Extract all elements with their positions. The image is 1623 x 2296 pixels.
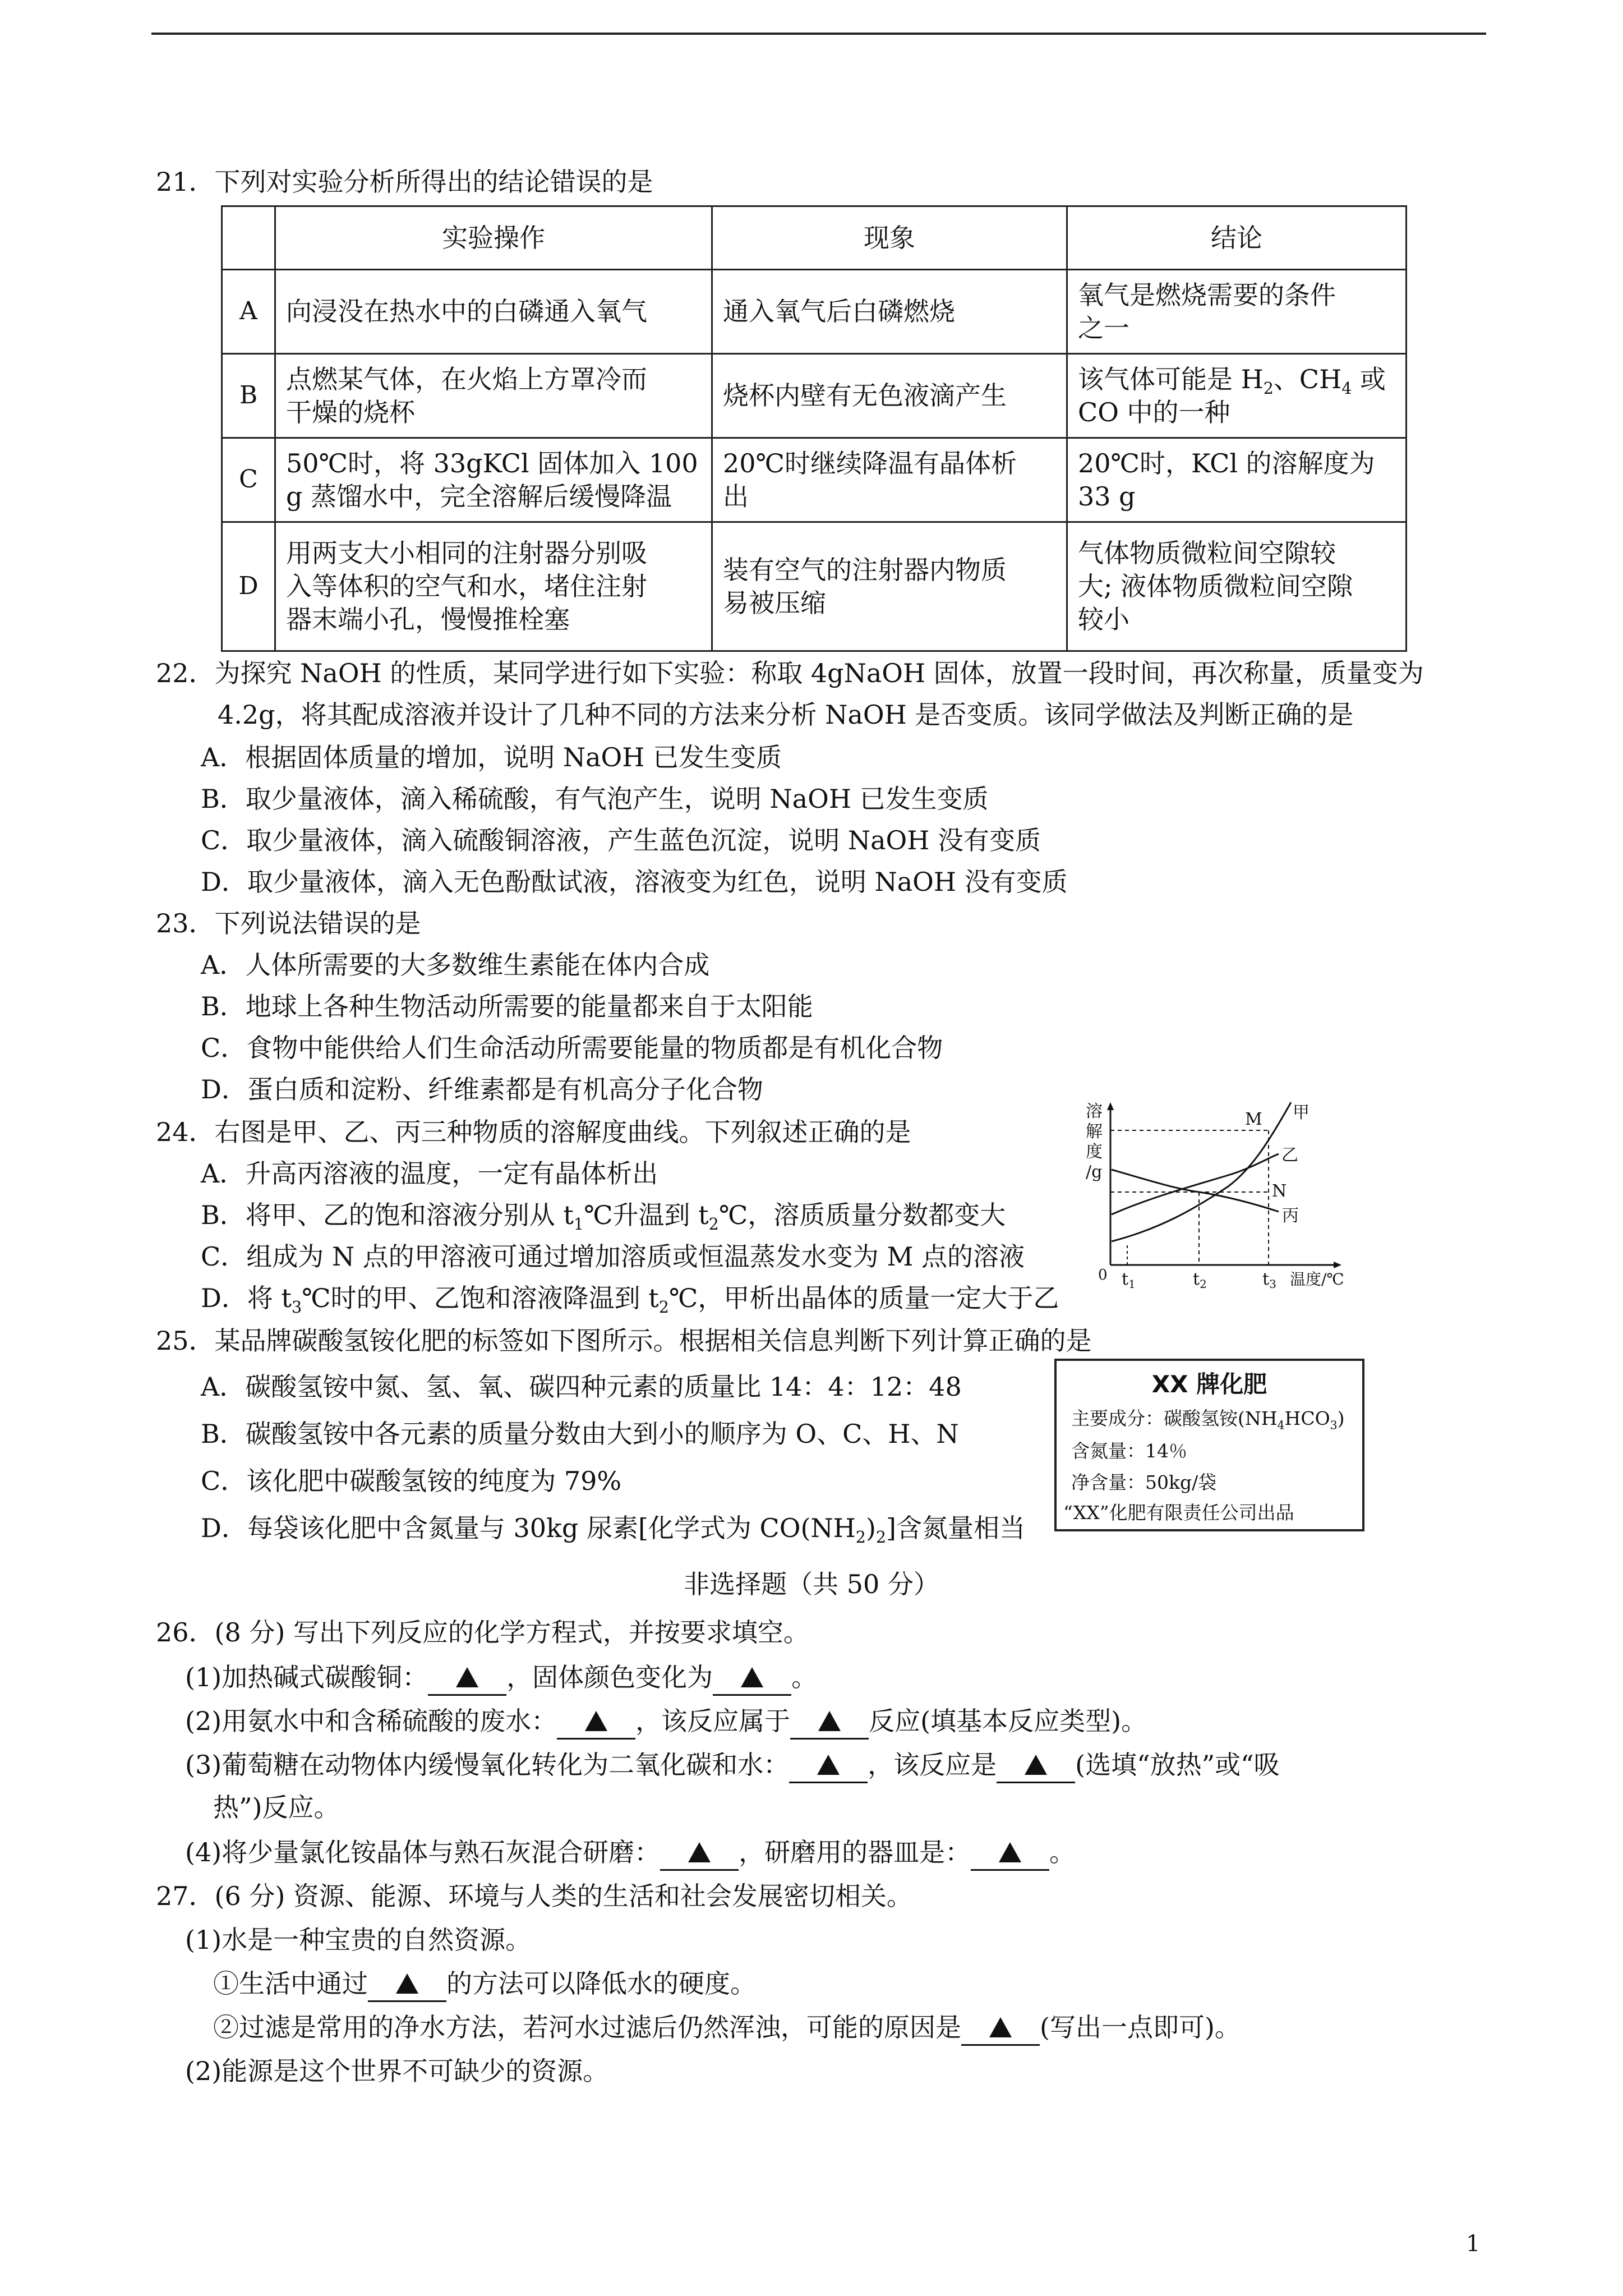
table-row-d	[222, 522, 1407, 651]
graph-point-m: M	[1245, 1110, 1262, 1129]
triangle-icon	[817, 1755, 840, 1775]
table-row-b	[222, 354, 1407, 438]
q22-option-c: C．取少量液体，滴入硫酸铜溶液，产生蓝色沉淀，说明 NaOH 没有变质	[201, 825, 1041, 855]
row-conclusion: 气体物质微粒间空隙较 大; 液体物质微粒间空隙 较小	[1067, 522, 1407, 651]
graph-ylabel-3: 度	[1086, 1142, 1103, 1162]
triangle-icon	[818, 1711, 841, 1731]
q26-part-1: (1)加热碱式碳酸铜： ，固体颜色变化为 。	[185, 1662, 817, 1696]
row-label: D	[222, 522, 275, 651]
q22-stem-1: 22．为探究 NaOH 的性质，某同学进行如下实验：称取 4gNaOH 固体，放置一段时间，再次称量，质量变为	[156, 658, 1424, 688]
q23-option-b: B．地球上各种生物活动所需要的能量都来自于太阳能	[201, 991, 813, 1022]
q25-stem: 25．某品牌碳酸氢铵化肥的标签如下图所示。根据相关信息判断下列计算正确的是	[156, 1326, 1092, 1356]
row-operation: 向浸没在热水中的白磷通入氧气	[275, 270, 712, 354]
fertilizer-label-net-weight: 净含量：50kg/袋	[1071, 1471, 1217, 1493]
triangle-icon	[741, 1667, 763, 1687]
triangle-icon	[999, 1842, 1021, 1862]
table-header-phenomenon: 现象	[712, 206, 1067, 270]
graph-origin: 0	[1098, 1267, 1108, 1283]
q23-option-d: D．蛋白质和淀粉、纤维素都是有机高分子化合物	[201, 1074, 763, 1105]
graph-ylabel-2: 解	[1086, 1122, 1103, 1142]
q22-option-a: A．根据固体质量的增加，说明 NaOH 已发生变质	[201, 742, 782, 772]
triangle-icon	[396, 1973, 418, 1994]
row-conclusion: 该气体可能是 $H_2$、$CH_4$ 或 CO 中的一种	[1067, 354, 1407, 438]
curve-bing	[1112, 1170, 1279, 1212]
graph-label-yi: 乙	[1281, 1145, 1298, 1165]
answer-blank[interactable]	[971, 1837, 1049, 1871]
table-header-row	[222, 206, 1407, 270]
fertilizer-label-ingredient: 主要成分：碳酸氢铵$(NH_4HCO_3)$	[1071, 1407, 1345, 1432]
graph-x-arrow	[1334, 1262, 1341, 1268]
answer-blank[interactable]	[368, 1968, 446, 2002]
q24-option-d: D．将 $t_3℃$时的甲、乙饱和溶液降温到 $t_2℃$，甲析出晶体的质量一定大于乙	[201, 1283, 1059, 1317]
q24-option-a: A．升高丙溶液的温度，一定有晶体析出	[201, 1158, 658, 1189]
row-conclusion: 氧气是燃烧需要的条件 之一	[1067, 270, 1407, 354]
row-operation: 用两支大小相同的注射器分别吸 入等体积的空气和水，堵住注射 器末端小孔，慢慢推栓塞	[275, 522, 712, 651]
row-label: B	[222, 354, 275, 438]
q26-part-4: (4)将少量氯化铵晶体与熟石灰混合研磨： ，研磨用的器皿是： 。	[185, 1837, 1075, 1871]
q24-option-c: C．组成为 N 点的甲溶液可通过增加溶质或恒温蒸发水变为 M 点的溶液	[201, 1241, 1025, 1272]
fertilizer-label-nitrogen: 含氮量：14％	[1071, 1440, 1187, 1462]
curve-yi	[1112, 1154, 1279, 1214]
answer-blank[interactable]	[790, 1705, 869, 1740]
curve-jia	[1112, 1102, 1291, 1241]
table-header-operation: 实验操作	[275, 206, 712, 270]
q26-stem: 26．(8 分) 写出下列反应的化学方程式，并按要求填空。	[156, 1617, 809, 1648]
triangle-icon	[1025, 1755, 1047, 1775]
experiment-table	[221, 205, 1407, 652]
table-row-c	[222, 438, 1407, 522]
graph-tick-t3: $t_3$	[1262, 1269, 1276, 1291]
graph-y-arrow	[1107, 1102, 1114, 1110]
q27-part-1-1: ①生活中通过 的方法可以降低水的硬度。	[213, 1968, 756, 2002]
row-label: C	[222, 438, 275, 522]
table-header-conclusion: 结论	[1067, 206, 1407, 270]
graph-tick-t2: $t_2$	[1193, 1269, 1207, 1291]
answer-blank[interactable]	[961, 2012, 1040, 2046]
graph-point-n: N	[1272, 1181, 1287, 1201]
graph-xlabel: 温度/℃	[1290, 1270, 1344, 1289]
q23-option-a: A．人体所需要的大多数维生素能在体内合成	[201, 950, 710, 980]
graph-label-jia: 甲	[1293, 1103, 1310, 1122]
q25-option-d: D．每袋该化肥中含氮量与 30kg 尿素[化学式为 $CO(NH_2)_2$]含氮量相当	[201, 1513, 1025, 1547]
q26-part-2: (2)用氨水中和含稀硫酸的废水： ，该反应属于 反应(填基本反应类型)。	[185, 1705, 1147, 1740]
triangle-icon	[585, 1711, 607, 1731]
row-phenomenon: 烧杯内壁有无色液滴产生	[712, 354, 1067, 438]
answer-blank[interactable]	[557, 1705, 635, 1740]
q24-stem: 24．右图是甲、乙、丙三种物质的溶解度曲线。下列叙述正确的是	[156, 1117, 911, 1147]
q25-option-b: B．碳酸氢铵中各元素的质量分数由大到小的顺序为 O、C、H、N	[201, 1419, 959, 1449]
q22-option-b: B．取少量液体，滴入稀硫酸，有气泡产生，说明 NaOH 已发生变质	[201, 784, 989, 814]
triangle-icon	[456, 1667, 478, 1687]
graph-label-bing: 丙	[1282, 1206, 1299, 1226]
answer-blank[interactable]	[997, 1749, 1075, 1783]
q25-option-a: A．碳酸氢铵中氮、氢、氧、碳四种元素的质量比 14：4：12：48	[201, 1372, 962, 1402]
table-row-a	[222, 270, 1407, 354]
graph-ylabel-1: 溶	[1086, 1102, 1103, 1121]
answer-blank[interactable]	[428, 1662, 506, 1696]
triangle-icon	[989, 2017, 1012, 2037]
section-title: 非选择题（共 50 分）	[684, 1569, 939, 1599]
q27-stem: 27．(6 分) 资源、能源、环境与人类的生活和社会发展密切相关。	[156, 1881, 912, 1911]
solubility-curve-figure	[1082, 1102, 1346, 1301]
q23-stem: 23．下列说法错误的是	[156, 908, 421, 938]
fertilizer-label	[1054, 1359, 1364, 1531]
fertilizer-label-title: XX 牌化肥	[1151, 1370, 1267, 1398]
row-operation: 50℃时，将 33gKCl 固体加入 100 g 蒸馏水中，完全溶解后缓慢降温	[275, 438, 712, 522]
q24-option-b: B．将甲、乙的饱和溶液分别从 $t_1℃$升温到 $t_2℃$，溶质质量分数都变大	[201, 1200, 1006, 1234]
row-operation: 点燃某气体，在火焰上方罩冷而 干燥的烧杯	[275, 354, 712, 438]
page-number: 1	[1466, 2231, 1481, 2257]
answer-blank[interactable]	[660, 1837, 739, 1871]
q21-stem: 21．下列对实验分析所得出的结论错误的是	[156, 167, 653, 197]
row-phenomenon: 通入氧气后白磷燃烧	[712, 270, 1067, 354]
row-phenomenon: 20℃时继续降温有晶体析 出	[712, 438, 1067, 522]
q23-option-c: C．食物中能供给人们生命活动所需要能量的物质都是有机化合物	[201, 1033, 943, 1063]
header-rule	[151, 33, 1486, 35]
q25-option-c: C．该化肥中碳酸氢铵的纯度为 79%	[201, 1466, 622, 1496]
row-phenomenon: 装有空气的注射器内物质 易被压缩	[712, 522, 1067, 651]
q27-part-1: (1)水是一种宝贵的自然资源。	[185, 1925, 532, 1955]
q26-part-3-cont: 热”)反应。	[213, 1792, 340, 1823]
q22-stem-2: 4.2g，将其配成溶液并设计了几种不同的方法来分析 NaOH 是否变质。该同学做法及判断正确的是	[218, 700, 1354, 730]
row-label: A	[222, 270, 275, 354]
q27-part-2: (2)能源是这个世界不可缺少的资源。	[185, 2056, 609, 2086]
answer-blank[interactable]	[713, 1662, 791, 1696]
triangle-icon	[688, 1842, 711, 1862]
row-conclusion: 20℃时，KCl 的溶解度为 33 g	[1067, 438, 1407, 522]
q26-part-3: (3)葡萄糖在动物体内缓慢氧化转化为二氧化碳和水： ，该反应是 (选填“放热”或“吸	[185, 1749, 1280, 1783]
graph-tick-t1: $t_1$	[1122, 1269, 1136, 1291]
q27-part-1-2: ②过滤是常用的净水方法，若河水过滤后仍然浑浊，可能的原因是 (写出一点即可)。	[213, 2012, 1241, 2046]
fertilizer-label-maker: “XX”化肥有限责任公司出品	[1063, 1502, 1294, 1524]
table-header-blank	[222, 206, 275, 270]
graph-ylabel-4: /g	[1086, 1162, 1103, 1182]
answer-blank[interactable]	[789, 1749, 868, 1783]
q22-option-d: D．取少量液体，滴入无色酚酞试液，溶液变为红色，说明 NaOH 没有变质	[201, 867, 1068, 897]
